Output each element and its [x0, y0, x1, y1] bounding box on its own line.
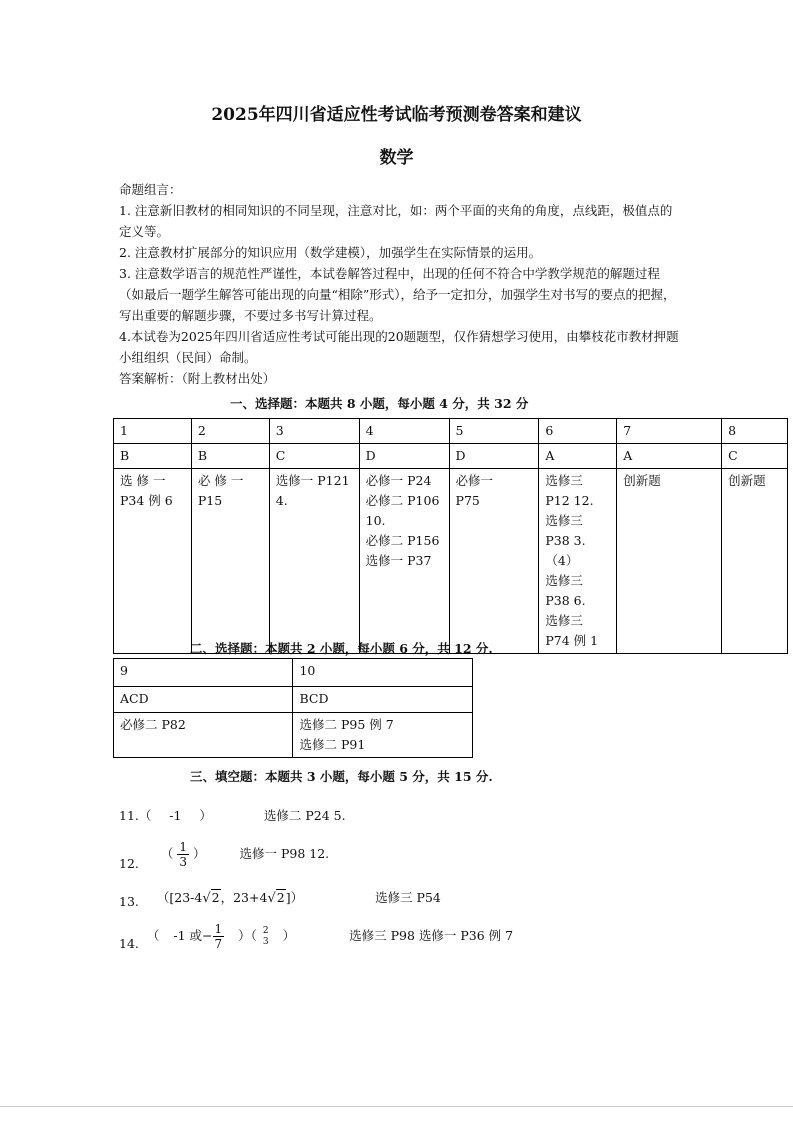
q13-radicand-1: 2: [211, 890, 220, 905]
source-line: 创新题: [623, 473, 661, 488]
section2-heading: 二、选择题：本题共 2 小题，每小题 6 分，共 12 分.: [190, 641, 493, 656]
table-cell: BCD: [293, 687, 473, 713]
q11-source: 选修二 P24 5.: [263, 808, 346, 823]
table-cell: D: [359, 444, 449, 469]
q11-close: ）: [199, 808, 212, 823]
q12-source: 选修一 P98 12.: [239, 846, 330, 861]
intro-item-4: 4.本试卷为2025年四川省适应性考试可能出现的20题题型，仅作猜想学习使用，由攀枝花市教材押题小组组织（民间）命制。: [119, 329, 679, 365]
table-cell: D: [449, 444, 539, 469]
source-cell: [359, 469, 449, 654]
source-cell: [617, 469, 722, 654]
q12-fraction: [177, 840, 189, 869]
table-cell: 9: [114, 659, 293, 687]
section1-heading: 一、选择题：本题共 8 小题，每小题 4 分，共 32 分: [230, 396, 529, 411]
source-line: 选修三: [545, 613, 583, 628]
q13-radicand-2: 2: [276, 890, 285, 905]
q14-frac2-numerator: 2: [262, 925, 269, 936]
q13-source: 选修三 P54: [375, 890, 441, 905]
source-line: 创新题: [728, 473, 766, 488]
table-cell: A: [539, 444, 617, 469]
q14-close: ）: [282, 928, 296, 943]
section1-number-row: [114, 419, 788, 444]
q14-open: （: [146, 928, 160, 943]
source-line: 必修二 P106: [365, 493, 440, 508]
q13-open: （[23-4: [156, 890, 203, 905]
source-line: 10.: [365, 513, 386, 528]
q14-fraction: [213, 922, 225, 951]
source-line: P12 12.: [545, 493, 594, 508]
q12-row: [119, 840, 329, 869]
source-line: 必修一 P24: [365, 473, 432, 488]
section1-answer-row: [114, 444, 788, 469]
q11-number: 11.（: [119, 808, 152, 823]
q14-frac-numerator: 1: [214, 922, 223, 936]
q13-close: ]）: [285, 890, 304, 905]
source-line: P38 3.（4）: [545, 533, 586, 568]
table-cell: ACD: [114, 687, 293, 713]
source-line: 选修一 P121: [275, 473, 350, 488]
table-cell: 2: [191, 419, 269, 444]
section3-heading: 三、填空题：本题共 3 小题，每小题 5 分，共 15 分.: [190, 769, 493, 784]
table-cell: 7: [617, 419, 722, 444]
source-line: 必修二 P156: [365, 533, 440, 548]
table-cell: A: [617, 444, 722, 469]
q14-mid: ）（: [238, 928, 257, 943]
source-line: 选修三: [545, 513, 583, 528]
q14-number: 14.: [119, 936, 139, 951]
q14-row: [119, 922, 513, 951]
section2-source-row: [114, 713, 473, 758]
document-title: 2025年四川省适应性考试临考预测卷答案和建议: [211, 105, 582, 125]
source-line: 选修一 P37: [365, 553, 432, 568]
source-line: 选 修 一: [120, 473, 166, 488]
source-line: 必修二 P82: [120, 717, 186, 732]
intro-item-1: 1. 注意新旧教材的相同知识的不同呈现，注意对比，如：两个平面的夹角的角度，点线距，极值点的定义等。: [119, 203, 673, 239]
q12-frac-numerator: 1: [179, 840, 188, 854]
table-cell: B: [114, 444, 192, 469]
q14-answer-1: -1 或: [173, 928, 203, 943]
source-line: 选修三: [545, 573, 583, 588]
section2-table: [113, 658, 473, 758]
q12-open: （: [160, 846, 174, 861]
source-cell: [114, 713, 293, 758]
document-subtitle: 数学: [379, 148, 414, 168]
q14-source: 选修三 P98 选修一 P36 例 7: [349, 928, 514, 943]
section1-source-row: [114, 469, 788, 654]
intro-item-2: 2. 注意教材扩展部分的知识应用（数学建模），加强学生在实际情景的运用。: [119, 245, 542, 260]
q12-frac-denominator: 3: [179, 855, 188, 869]
table-cell: B: [191, 444, 269, 469]
source-line: P15: [197, 493, 223, 508]
q14-frac-denominator: 7: [214, 937, 223, 951]
answer-label: 答案解析：（附上教材出处）: [119, 371, 276, 386]
table-cell: 10: [293, 659, 473, 687]
source-cell: [269, 469, 359, 654]
table-cell: C: [722, 444, 788, 469]
source-line: P75: [455, 493, 480, 508]
section1-table: [113, 418, 788, 654]
table-cell: 5: [449, 419, 539, 444]
intro-item-3: 3. 注意数学语言的规范性严谨性，本试卷解答过程中，出现的任何不符合中学教学规范的解题过程（如最后一题学生解答可能出现的向量“相除”形式），给予一定扣分，加强学生对书写的要点的把握，写出重要的解题步骤，不要过多书写计算过程。: [119, 266, 676, 323]
section2-number-row: [114, 659, 473, 687]
q13-mid: ，23+4: [220, 890, 268, 905]
source-line: 4.: [275, 493, 288, 508]
section2-answer-row: [114, 687, 473, 713]
q13-row: [119, 888, 441, 909]
source-cell: [114, 469, 192, 654]
q13-number: 13.: [119, 894, 139, 909]
source-cell: [539, 469, 617, 654]
source-line: P38 6.: [545, 593, 586, 608]
source-line: P74 例 1: [545, 633, 599, 648]
source-line: 必 修 一: [197, 473, 244, 488]
sqrt-icon: √: [267, 891, 276, 906]
table-cell: 6: [539, 419, 617, 444]
q14-frac2-denominator: 3: [262, 936, 269, 947]
source-cell: [293, 713, 473, 758]
table-cell: 4: [359, 419, 449, 444]
source-line: 选修二 P91: [299, 737, 366, 752]
table-cell: 1: [114, 419, 192, 444]
source-cell: [722, 469, 788, 654]
source-cell: [191, 469, 269, 654]
source-line: 必修一: [455, 473, 494, 488]
q12-number: 12.: [119, 856, 139, 871]
q11-row: [119, 806, 346, 824]
q12-close: ）: [193, 846, 206, 861]
table-cell: 3: [269, 419, 359, 444]
q14-fraction-2: [261, 926, 271, 948]
q14-minus: −: [202, 928, 213, 943]
q11-answer: -1: [169, 808, 182, 823]
intro-heading: 命题组言：: [119, 182, 182, 197]
source-cell: [449, 469, 539, 654]
source-line: P34 例 6: [120, 493, 173, 508]
page-bottom-divider: [0, 1106, 793, 1107]
table-cell: C: [269, 444, 359, 469]
table-cell: 8: [722, 419, 788, 444]
source-line: 选修二 P95 例 7: [299, 717, 394, 732]
sqrt-icon: √: [202, 891, 211, 906]
source-line: 选修三: [545, 473, 583, 488]
